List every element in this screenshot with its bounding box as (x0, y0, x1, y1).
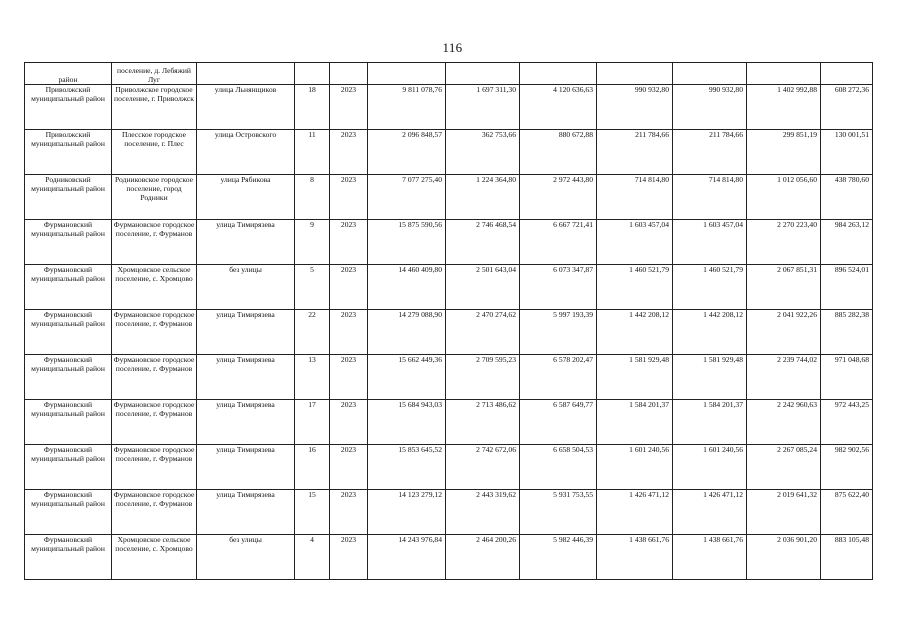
cell-c6: 896 524,01 (821, 265, 873, 310)
cell-street: улица Тимирязева (197, 445, 295, 490)
cell-house: 15 (295, 490, 330, 535)
cell-c4: 1 584 201,37 (673, 400, 747, 445)
cell-c2: 6 578 202,47 (520, 355, 597, 400)
table-row (25, 310, 873, 355)
cell-house: 9 (295, 220, 330, 265)
cell-c1 (446, 63, 520, 85)
cell-c5: 299 851,19 (747, 130, 821, 175)
cell-district: Приволжский муниципальный район (25, 130, 112, 175)
cell-c4: 1 438 661,76 (673, 535, 747, 580)
cell-settlement: Родниковское городское поселение, город Родники (112, 175, 197, 220)
cell-c6: 438 780,60 (821, 175, 873, 220)
cell-c4: 990 932,80 (673, 85, 747, 130)
cell-street: без улицы (197, 535, 295, 580)
cell-c6: 982 902,56 (821, 445, 873, 490)
table-body (25, 63, 873, 580)
cell-house: 13 (295, 355, 330, 400)
cell-c4: 1 442 208,12 (673, 310, 747, 355)
cell-c5: 2 041 922,26 (747, 310, 821, 355)
cell-c1: 2 709 595,23 (446, 355, 520, 400)
cell-c3: 1 460 521,79 (597, 265, 673, 310)
cell-house: 17 (295, 400, 330, 445)
cell-house: 11 (295, 130, 330, 175)
cell-settlement: Хромцовское сельское поселение, с. Хромцово (112, 535, 197, 580)
cell-house: 16 (295, 445, 330, 490)
cell-c6 (821, 63, 873, 85)
cell-settlement: поселение, д. Лебяжий Луг (112, 63, 197, 85)
cell-c6: 984 263,12 (821, 220, 873, 265)
cell-year: 2023 (330, 445, 368, 490)
cell-c2: 2 972 443,80 (520, 175, 597, 220)
cell-year: 2023 (330, 400, 368, 445)
cell-total: 15 684 943,03 (368, 400, 446, 445)
cell-c3: 1 438 661,76 (597, 535, 673, 580)
cell-total: 15 875 590,56 (368, 220, 446, 265)
page-number: 116 (442, 40, 463, 55)
cell-year (330, 63, 368, 85)
cell-settlement: Фурмановское городское поселение, г. Фурманов (112, 355, 197, 400)
cell-total: 14 279 088,90 (368, 310, 446, 355)
cell-c5: 2 270 223,40 (747, 220, 821, 265)
cell-house: 18 (295, 85, 330, 130)
cell-c6: 875 622,40 (821, 490, 873, 535)
cell-settlement: Хромцовское сельское поселение, с. Хромцово (112, 265, 197, 310)
cell-c6: 971 048,68 (821, 355, 873, 400)
cell-c4: 1 603 457,04 (673, 220, 747, 265)
cell-street: улица Тимирязева (197, 310, 295, 355)
cell-c2: 5 997 193,39 (520, 310, 597, 355)
cell-district: Фурмановский муниципальный район (25, 445, 112, 490)
cell-c5: 2 019 641,32 (747, 490, 821, 535)
cell-c4: 714 814,80 (673, 175, 747, 220)
cell-district: Фурмановский муниципальный район (25, 265, 112, 310)
cell-c6: 885 282,38 (821, 310, 873, 355)
cell-c4 (673, 63, 747, 85)
cell-street: улица Островского (197, 130, 295, 175)
cell-c5: 2 267 085,24 (747, 445, 821, 490)
cell-c5 (747, 63, 821, 85)
table-row-continued (25, 63, 873, 85)
cell-c2: 6 073 347,87 (520, 265, 597, 310)
cell-house (295, 63, 330, 85)
cell-c6: 130 001,51 (821, 130, 873, 175)
cell-c2: 6 587 649,77 (520, 400, 597, 445)
cell-year: 2023 (330, 310, 368, 355)
cell-c5: 2 067 851,31 (747, 265, 821, 310)
cell-street: улица Тимирязева (197, 400, 295, 445)
cell-settlement: Фурмановское городское поселение, г. Фурманов (112, 400, 197, 445)
cell-c1: 1 224 364,80 (446, 175, 520, 220)
cell-c1: 2 470 274,62 (446, 310, 520, 355)
table-row (25, 130, 873, 175)
cell-total: 15 853 645,52 (368, 445, 446, 490)
cell-district: район (25, 63, 112, 85)
cell-year: 2023 (330, 535, 368, 580)
table-row (25, 445, 873, 490)
cell-settlement: Фурмановское городское поселение, г. Фурманов (112, 490, 197, 535)
cell-c5: 2 239 744,02 (747, 355, 821, 400)
cell-street: улица Льнянщиков (197, 85, 295, 130)
cell-total: 14 460 409,80 (368, 265, 446, 310)
cell-c3: 1 601 240,56 (597, 445, 673, 490)
cell-c3: 211 784,66 (597, 130, 673, 175)
cell-c2: 5 931 753,55 (520, 490, 597, 535)
cell-year: 2023 (330, 265, 368, 310)
cell-street (197, 63, 295, 85)
cell-c6: 608 272,36 (821, 85, 873, 130)
cell-c2: 5 982 446,39 (520, 535, 597, 580)
cell-settlement: Плесское городское поселение, г. Плес (112, 130, 197, 175)
table-row (25, 85, 873, 130)
cell-c5: 1 012 056,60 (747, 175, 821, 220)
cell-c3: 714 814,80 (597, 175, 673, 220)
cell-c4: 1 460 521,79 (673, 265, 747, 310)
table-row (25, 175, 873, 220)
cell-year: 2023 (330, 355, 368, 400)
cell-street: улица Тимирязева (197, 355, 295, 400)
registry-table (24, 62, 873, 580)
cell-district: Приволжский муниципальный район (25, 85, 112, 130)
cell-total: 14 243 976,84 (368, 535, 446, 580)
cell-c5: 2 242 960,63 (747, 400, 821, 445)
cell-c1: 1 697 311,30 (446, 85, 520, 130)
cell-house: 4 (295, 535, 330, 580)
cell-district: Фурмановский муниципальный район (25, 355, 112, 400)
cell-c3: 1 442 208,12 (597, 310, 673, 355)
cell-year: 2023 (330, 130, 368, 175)
table-row (25, 265, 873, 310)
cell-c3 (597, 63, 673, 85)
cell-street: без улицы (197, 265, 295, 310)
cell-total (368, 63, 446, 85)
cell-district: Родниковский муниципальный район (25, 175, 112, 220)
cell-c6: 883 105,48 (821, 535, 873, 580)
cell-settlement: Фурмановское городское поселение, г. Фурманов (112, 310, 197, 355)
table-row (25, 355, 873, 400)
cell-c2: 4 120 636,63 (520, 85, 597, 130)
cell-c4: 1 581 929,48 (673, 355, 747, 400)
cell-c1: 2 742 672,06 (446, 445, 520, 490)
table-row (25, 220, 873, 265)
table-row (25, 490, 873, 535)
cell-c1: 2 443 319,62 (446, 490, 520, 535)
cell-year: 2023 (330, 490, 368, 535)
cell-total: 15 662 449,36 (368, 355, 446, 400)
cell-c3: 990 932,80 (597, 85, 673, 130)
cell-year: 2023 (330, 85, 368, 130)
cell-house: 22 (295, 310, 330, 355)
cell-district: Фурмановский муниципальный район (25, 535, 112, 580)
cell-house: 5 (295, 265, 330, 310)
cell-c3: 1 581 929,48 (597, 355, 673, 400)
cell-settlement: Приволжское городское поселение, г. Приволжск (112, 85, 197, 130)
cell-settlement: Фурмановское городское поселение, г. Фурманов (112, 445, 197, 490)
cell-c4: 1 426 471,12 (673, 490, 747, 535)
cell-c1: 2 464 200,26 (446, 535, 520, 580)
cell-street: улица Тимирязева (197, 220, 295, 265)
cell-c5: 1 402 992,88 (747, 85, 821, 130)
cell-c3: 1 603 457,04 (597, 220, 673, 265)
cell-c2: 880 672,88 (520, 130, 597, 175)
cell-c3: 1 426 471,12 (597, 490, 673, 535)
cell-total: 7 077 275,40 (368, 175, 446, 220)
cell-c3: 1 584 201,37 (597, 400, 673, 445)
cell-c5: 2 036 901,20 (747, 535, 821, 580)
cell-c2 (520, 63, 597, 85)
cell-c4: 1 601 240,56 (673, 445, 747, 490)
cell-district: Фурмановский муниципальный район (25, 400, 112, 445)
cell-total: 9 811 078,76 (368, 85, 446, 130)
cell-c2: 6 667 721,41 (520, 220, 597, 265)
cell-c1: 2 501 643,04 (446, 265, 520, 310)
cell-c1: 362 753,66 (446, 130, 520, 175)
cell-year: 2023 (330, 220, 368, 265)
cell-street: улица Тимирязева (197, 490, 295, 535)
cell-total: 14 123 279,12 (368, 490, 446, 535)
cell-street: улица Рябикова (197, 175, 295, 220)
cell-c6: 972 443,25 (821, 400, 873, 445)
cell-c1: 2 713 486,62 (446, 400, 520, 445)
table-row (25, 400, 873, 445)
cell-district: Фурмановский муниципальный район (25, 220, 112, 265)
cell-year: 2023 (330, 175, 368, 220)
cell-district: Фурмановский муниципальный район (25, 310, 112, 355)
cell-c2: 6 658 504,53 (520, 445, 597, 490)
cell-total: 2 096 848,57 (368, 130, 446, 175)
cell-house: 8 (295, 175, 330, 220)
cell-district: Фурмановский муниципальный район (25, 490, 112, 535)
table-row (25, 535, 873, 580)
cell-settlement: Фурмановское городское поселение, г. Фурманов (112, 220, 197, 265)
cell-c4: 211 784,66 (673, 130, 747, 175)
cell-c1: 2 746 468,54 (446, 220, 520, 265)
